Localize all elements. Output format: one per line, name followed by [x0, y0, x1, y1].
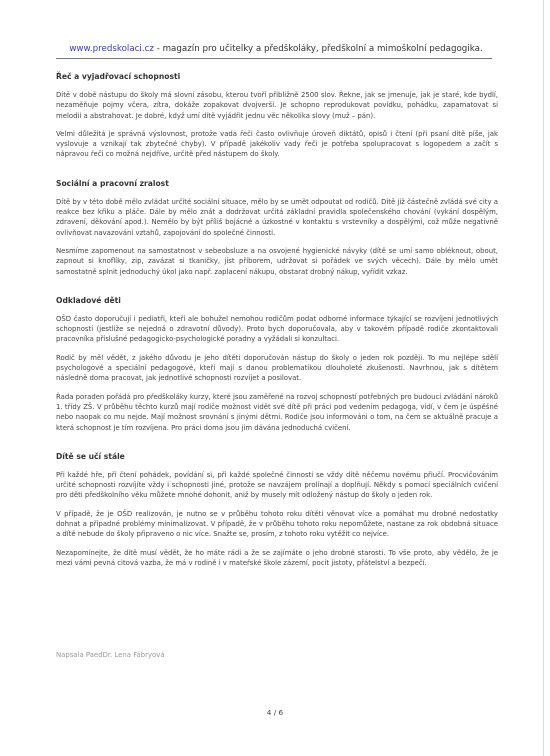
section-heading-social: Sociální a pracovní zralost	[56, 178, 169, 188]
paragraph: Dítě by v této době mělo zvládat určité sociální situace, mělo by se umět odpoutat od rodičů. Dítě již částečně zvládá své city a reakce bez křiku a pláče. Dále by mělo znát a dodržovat určitá základní pravidla společenského chování (vykání dospělým, zdravení, děkování apod.). Nemělo by být příliš bojácné a úzkostné v kontaktu s vrstevníky a dospělými, což může negativně ovlivňovat navazování vztahů, zapojování do společné činnosti.	[56, 197, 498, 237]
header-tagline: - magazín pro učitelky a předškoláky, předškolní a mimoškolní pedagogika.	[153, 44, 483, 54]
article-body	[56, 72, 498, 576]
paragraph: V případě, že je OŠD realizován, je nutno se v průběhu tohoto roku dítěti věnovat více a pomáhat mu drobné nedostatky dohnat a případné problémy minimalizovat. V případě, že v průběhu tohoto roku nepomůžete, nastane za rok obdobná situace a dítě nebude do školy připraveno o nic více. Snažte se, prosím, z tohoto roku vytěžit co nejvíce.	[56, 509, 498, 539]
paragraph: Nesmíme zapomenout na samostatnost v sebeobsluze a na osvojené hygienické návyky (dítě se umí samo obléknout, obout, zapnout si knoflíky, zip, zavázat si tkaničky, jíst příborem, udržovat si pořádek ve svých věcech). Dále by mělo umět samostatně splnit jednoduchý úkol jako např. zaplacení nákupu, obstarat drobný nákup, vyřídit vzkaz.	[56, 246, 498, 276]
section-heading-deferred: Odkladové děti	[56, 295, 121, 305]
paragraph: OŠD často doporučují i pediatři, kteří ale bohužel nemohou rodičům podat odborné informace týkající se rozvíjení jednotlivých schopností (jestliže se nejedná o zdravotní důvody). Proto bych doporučovala, aby v takovém případě rodiče zkontaktovali pracovníka příslušné pedagogicko-psychologické poradny a vyžádali si konzultaci.	[56, 314, 498, 344]
header-divider	[56, 58, 492, 59]
paragraph: Při každé hře, při čtení pohádek, povídání si, při každé společné činnosti se vždy dítě něčemu novému přiučí. Procvičováním určité schopnosti rozvíjíte vždy i schopnosti jiné, protože se navzájem prolínají a doplňují. Někdy s pomocí speciálních cvičení pro děti předškolního věku můžete mnohé dohonit, aniž by musely mít odložený nástup do školy o jeden rok.	[56, 470, 498, 500]
section-heading-learning: Dítě se učí stále	[56, 451, 125, 461]
paragraph: Řada poraden pořádá pro předškoláky kurzy, které jsou zaměřené na rozvoj schopností potřebných pro budoucí zvládání nároků 1. třídy ZŠ. V průběhu těchto kurzů mají rodiče možnost vidět své dítě při práci pod vedením pedagoga, vidí, v čem je úspěšné nebo naopak co mu nejde. Mají možnost srovnání s jinými dětmi. Rodiče jsou informováni o tom, na čem se aktuálně pracuje a která schopnost je tím rozvíjena. Pro práci doma jsou jim dávána jednoduchá cvičení.	[56, 392, 498, 432]
paragraph: Velmi důležitá je správná výslovnost, protože vada řeči často ovlivňuje úroveň diktátů, opisů i čtení (při psaní dítě píše, jak vyslovuje a vznikají tak zbytečné chyby). V případě jakékoliv vady řeči je potřeba spolupracovat s logopedem a začít s nápravou řeči co možná nejdříve, určitě před nástupem do školy.	[56, 129, 498, 159]
paragraph: Rodič by měl vědět, z jakého důvodu je jeho dítěti doporučován nástup do školy o jeden rok později. To mu nejlépe sdělí psychologové a speciální pedagogové, kteří mají s danou problematikou dlouholeté zkušenosti. Navrhnou, jak s dítětem následně doma pracovat, jak jednotlivé schopnosti rozvíjet a posilovat.	[56, 353, 498, 383]
paragraph: Dítě v době nástupu do školy má slovní zásobu, kterou tvoří přibližně 2500 slov. Řekne, jak se jmenuje, jak je staré, kde bydlí, nezaměňuje pojmy včera, zítra, dokáže zopakovat dvojverší. Je schopno reprodukovat povídku, pohádku, zapamatovat si melodii a abstrahovat. Je dobré, když umí dítě vyjádřit jednu věc několika slovy (muž – pán).	[56, 91, 498, 120]
author-signature: Napsala PaedDr. Lena Fábryová	[56, 651, 165, 659]
paragraph: Nezapomínejte, že dítě musí vědět, že ho máte rádi a že se zajímáte o jeho drobné starosti. To vše proto, aby vědělo, že je mezi vámi pevná citová vazba, že má v rodině i v mateřské škole zázemí, pocit jistoty, přátelství a bezpečí.	[56, 548, 498, 567]
page-header	[56, 44, 496, 55]
section-heading-speech: Řeč a vyjadřovací schopnosti	[56, 72, 181, 81]
scan-edge	[543, 0, 544, 756]
site-link[interactable]: www.predskolaci.cz	[69, 44, 154, 54]
page-number: 4 / 6	[266, 708, 284, 717]
